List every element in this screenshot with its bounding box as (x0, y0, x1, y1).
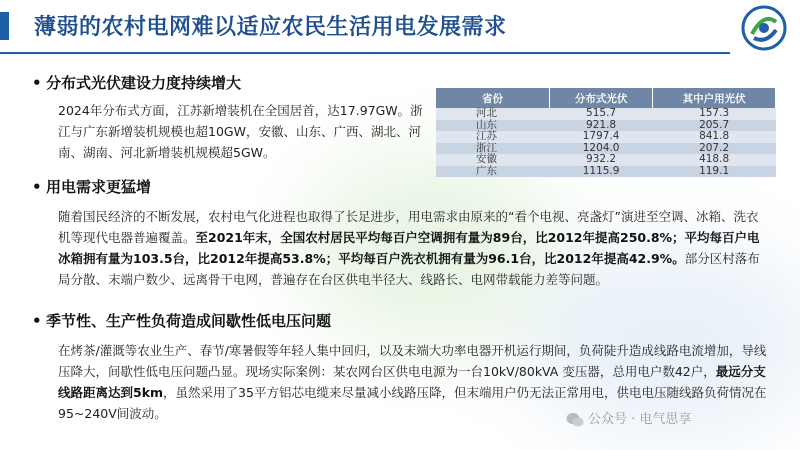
paragraph-bold-text: 至2021年末，全国农村居民平均每百户空调拥有量为89台，比2012年提高250.8%；平均每百户电冰箱拥有量为103.5台，比2012年提高53.8%；平均每百户洗衣机拥有量为96.1台，比2012年提高42.9%。 (58, 230, 760, 266)
table-cell-province: 安徽 (436, 154, 549, 166)
watermark (566, 408, 691, 428)
table-cell-province: 广东 (436, 166, 549, 178)
table-cell-household: 205.7 (653, 120, 776, 132)
table-cell-distributed: 932.2 (549, 154, 652, 166)
table-row (436, 108, 776, 120)
table-cell-household: 207.2 (653, 143, 776, 155)
table-cell-distributed: 1115.9 (549, 166, 652, 178)
section-heading-demand (32, 176, 151, 197)
table-cell-household: 418.8 (653, 154, 776, 166)
table-cell-household: 157.3 (653, 108, 776, 120)
table-row (436, 154, 776, 166)
bullet-icon: • (32, 74, 42, 92)
paragraph-text: 部分区村落布局分散、末端户数少、远离骨干电网，普遍存在台区供电半径大、线路长、电网带载能力差等问题。 (58, 251, 760, 287)
table-cell-distributed: 515.7 (549, 108, 652, 120)
section-heading-text: 季节性、生产性负荷造成间歇性低电压问题 (46, 312, 332, 330)
paragraph-text: 在烤茶/灌溉等农业生产、春节/寒暑假等年轻人集中回归，以及末端大功率电器开机运行期间，负荷陡升造成线路电流增加，导线压降大，间歇性低电压问题凸显。现场实际案例：某农网台区供电电源为一台10kV/80kVA 变压器，总用电户数42户， (58, 343, 767, 379)
paragraph-demand (58, 206, 770, 290)
page-title: 薄弱的农村电网难以适应农民生活用电发展需求 (34, 15, 507, 40)
table-cell-province: 河北 (436, 108, 549, 120)
table-header-distributed-pv: 分布式光伏 (549, 88, 652, 108)
table-cell-province: 山东 (436, 120, 549, 132)
section-heading-text: 用电需求更猛增 (46, 178, 152, 196)
section-heading-pv (32, 72, 241, 93)
table-header-province: 省份 (436, 88, 549, 108)
paragraph-text: ，虽然采用了35平方铝芯电缆来尽量减小线路压降，但末端用户仍无法正常用电，供电电压随线路负荷情况在95~240V间波动。 (58, 385, 767, 421)
table-cell-province: 浙江 (436, 143, 549, 155)
pv-capacity-table (436, 88, 776, 177)
table-cell-province: 江苏 (436, 131, 549, 143)
table-row (436, 131, 776, 143)
table-cell-distributed: 1204.0 (549, 143, 652, 155)
table-cell-distributed: 1797.4 (549, 131, 652, 143)
title-underline (0, 52, 730, 54)
table-cell-distributed: 921.8 (549, 120, 652, 132)
bullet-icon: • (32, 312, 42, 330)
table-cell-household: 841.8 (653, 131, 776, 143)
paragraph-pv: 2024年分布式方面，江苏新增装机在全国居首，达17.97GW。浙江与广东新增装机规模也超10GW，安徽、山东、广西、湖北、河南、湖南、河北新增装机规模超5GW。 (58, 103, 423, 160)
bullet-icon: • (32, 178, 42, 196)
wechat-icon (566, 412, 584, 428)
table-row (436, 166, 776, 178)
paragraph-bold-text: 最远分支线路距离达到5km (58, 364, 766, 400)
section-heading-text: 分布式光伏建设力度持续增大 (46, 74, 242, 92)
watermark-text: 公众号 · 电气思享 (588, 412, 692, 427)
table-header-row (436, 88, 776, 108)
title-accent-bar (0, 12, 9, 40)
title-bar (0, 0, 800, 48)
paragraph-text: 随着国民经济的不断发展，农村电气化进程也取得了长足进步，用电需求由原来的“看个电视、亮盏灯”演进至空调、冰箱、洗衣机等现代电器普遍覆盖。 (58, 209, 759, 245)
section-heading-voltage (32, 310, 331, 331)
table-header-household-pv: 其中户用光伏 (653, 88, 776, 108)
table-cell-household: 119.1 (653, 166, 776, 178)
company-logo-icon (740, 4, 788, 52)
